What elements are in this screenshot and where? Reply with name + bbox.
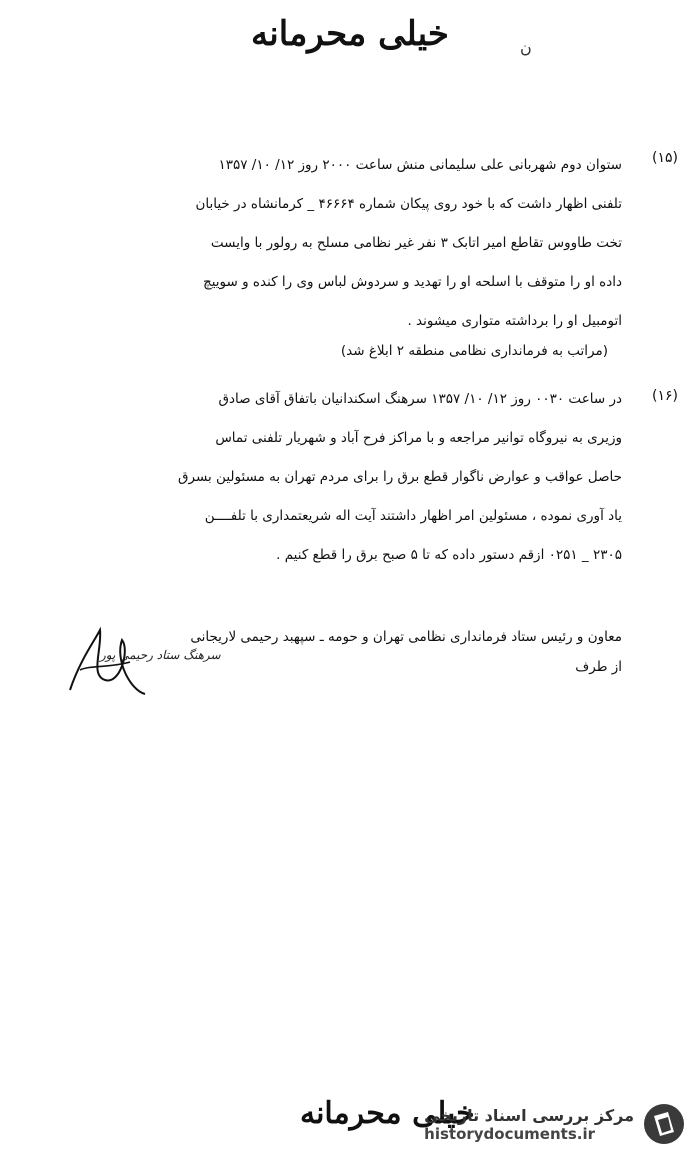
closing-line: از طرف: [575, 659, 622, 675]
paragraph-line: ۲۳۰۵ _ ۰۲۵۱ ازقم دستور داده که تا ۵ صبح برق را قطع کنیم .: [276, 547, 622, 563]
signature-title: سرهنگ ستاد رحیمی پور: [100, 648, 221, 662]
classification-footer: خیلی محرمانه: [300, 1096, 475, 1131]
classification-header: خیلی محرمانه: [251, 14, 449, 54]
closing-line: معاون و رئیس ستاد فرمانداری نظامی تهران و حومه ـ سپهبد رحیمی لاریجانی: [190, 629, 622, 645]
handwritten-signature: [60, 620, 150, 700]
paragraph-line: داده او را متوقف با اسلحه او را تهدید و سردوش لباس وی را کنده و سوییچ: [203, 274, 622, 290]
archive-logo-icon: [642, 1102, 686, 1146]
paragraph-line: یاد آوری نموده ، مسئولین امر اظهار داشتند آیت اله شریعتمداری با تلفــــن: [204, 508, 622, 524]
paragraph-line: وزیری به نیروگاه توانیر مراجعه و با مراکز فرح آباد و شهریار تلفنی تماس: [215, 430, 622, 446]
item-number: (۱۶): [652, 388, 678, 404]
paragraph-line: تلفنی اظهار داشت که با خود روی پیکان شماره ۴۶۶۶۴ _ کرمانشاه در خیابان: [195, 196, 622, 212]
paragraph-line: ستوان دوم شهربانی علی سلیمانی منش ساعت ۲۰۰۰ روز ۱۲/ ۱۰/ ۱۳۵۷: [218, 157, 622, 173]
archive-watermark: [424, 1102, 686, 1146]
paragraph-note: (مراتب به فرمانداری نظامی منطقه ۲ ابلاغ شد): [340, 343, 608, 359]
margin-mark: ن: [520, 38, 532, 57]
paragraph-line: حاصل عواقب و عوارض ناگوار قطع برق را برای مردم تهران به مسئولین بسرق: [178, 469, 622, 485]
item-number: (۱۵): [652, 150, 678, 166]
paragraph-15: [82, 146, 622, 341]
watermark-title: مرکز بررسی اسناد تاریخی: [424, 1105, 634, 1125]
paragraph-line: تخت طاووس تقاطع امیر اتابک ۳ نفر غیر نظامی مسلح به رولور با وایست: [210, 235, 622, 251]
watermark-url: historydocuments.ir: [424, 1124, 595, 1143]
paragraph-line: در ساعت ۰۰۳۰ روز ۱۲/ ۱۰/ ۱۳۵۷ سرهنگ اسکندانیان باتفاق آقای صادق: [218, 391, 622, 407]
paragraph-16: [82, 380, 622, 575]
paragraph-line: اتومبیل او را برداشته متواری میشوند .: [407, 313, 622, 329]
